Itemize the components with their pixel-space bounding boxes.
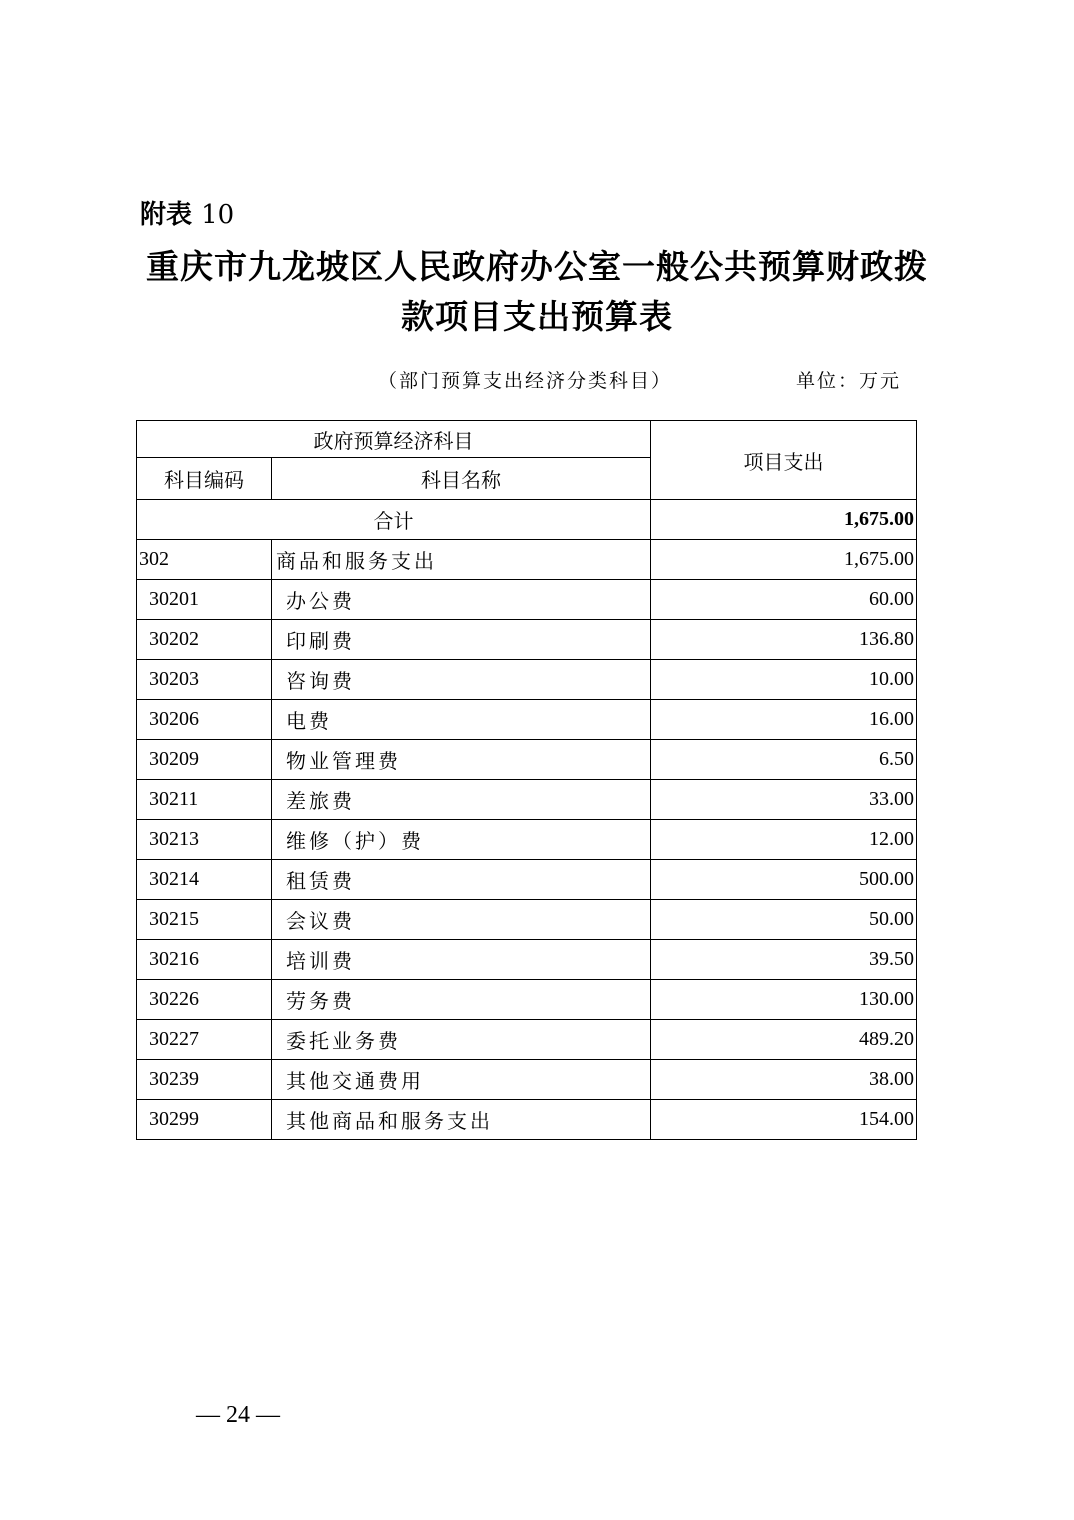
table-row bbox=[137, 740, 917, 780]
row-name: 印刷费 bbox=[272, 620, 651, 660]
annex-label bbox=[140, 194, 234, 231]
total-row bbox=[137, 500, 917, 540]
row-amount: 130.00 bbox=[651, 980, 917, 1020]
row-name: 委托业务费 bbox=[272, 1020, 651, 1060]
row-code: 30227 bbox=[137, 1020, 272, 1060]
subtitle: （部门预算支出经济分类科目） bbox=[378, 370, 673, 392]
row-amount: 10.00 bbox=[651, 660, 917, 700]
row-code: 30211 bbox=[137, 780, 272, 820]
row-amount: 6.50 bbox=[651, 740, 917, 780]
group-header: 政府预算经济科目 bbox=[137, 421, 651, 458]
page-number: — 24 — bbox=[196, 1402, 280, 1428]
table-row bbox=[137, 780, 917, 820]
table-row bbox=[137, 980, 917, 1020]
table-row bbox=[137, 1020, 917, 1060]
category-row bbox=[137, 540, 917, 580]
annex-number: 10 bbox=[201, 200, 235, 230]
page-title-line-2: 款项目支出预算表 bbox=[401, 297, 673, 336]
table-row bbox=[137, 860, 917, 900]
row-name: 咨询费 bbox=[272, 660, 651, 700]
row-name: 差旅费 bbox=[272, 780, 651, 820]
row-amount: 12.00 bbox=[651, 820, 917, 860]
row-amount: 50.00 bbox=[651, 900, 917, 940]
table-row bbox=[137, 580, 917, 620]
row-code: 30226 bbox=[137, 980, 272, 1020]
table-row bbox=[137, 940, 917, 980]
row-code: 30239 bbox=[137, 1060, 272, 1100]
row-name: 办公费 bbox=[272, 580, 651, 620]
table-row bbox=[137, 900, 917, 940]
table-row bbox=[137, 620, 917, 660]
row-code: 30203 bbox=[137, 660, 272, 700]
row-name: 维修（护）费 bbox=[272, 820, 651, 860]
name-column-header: 科目名称 bbox=[272, 458, 651, 500]
annex-label-text: 附表 bbox=[140, 200, 193, 230]
row-amount: 154.00 bbox=[651, 1100, 917, 1140]
row-code: 30213 bbox=[137, 820, 272, 860]
page-title-line-1: 重庆市九龙坡区人民政府办公室一般公共预算财政拨 bbox=[146, 247, 928, 286]
row-code: 30216 bbox=[137, 940, 272, 980]
code-column-header: 科目编码 bbox=[137, 458, 272, 500]
table-row bbox=[137, 1100, 917, 1140]
row-name: 其他交通费用 bbox=[272, 1060, 651, 1100]
row-amount: 16.00 bbox=[651, 700, 917, 740]
table-row bbox=[137, 700, 917, 740]
row-name: 租赁费 bbox=[272, 860, 651, 900]
row-amount: 489.20 bbox=[651, 1020, 917, 1060]
header-row-top bbox=[137, 421, 917, 458]
row-code: 30209 bbox=[137, 740, 272, 780]
row-amount: 136.80 bbox=[651, 620, 917, 660]
row-code: 30215 bbox=[137, 900, 272, 940]
row-name: 会议费 bbox=[272, 900, 651, 940]
category-amount: 1,675.00 bbox=[651, 540, 917, 580]
row-code: 30201 bbox=[137, 580, 272, 620]
row-amount: 39.50 bbox=[651, 940, 917, 980]
row-amount: 38.00 bbox=[651, 1060, 917, 1100]
amount-column-header: 项目支出 bbox=[651, 421, 917, 500]
table-row bbox=[137, 660, 917, 700]
category-code: 302 bbox=[137, 540, 272, 580]
unit-label: 单位：万元 bbox=[796, 370, 902, 392]
row-name: 物业管理费 bbox=[272, 740, 651, 780]
row-name: 其他商品和服务支出 bbox=[272, 1100, 651, 1140]
total-label: 合计 bbox=[137, 500, 651, 540]
row-code: 30202 bbox=[137, 620, 272, 660]
row-name: 电费 bbox=[272, 700, 651, 740]
row-amount: 33.00 bbox=[651, 780, 917, 820]
row-code: 30206 bbox=[137, 700, 272, 740]
budget-table bbox=[136, 420, 917, 1140]
row-name: 劳务费 bbox=[272, 980, 651, 1020]
row-amount: 60.00 bbox=[651, 580, 917, 620]
row-amount: 500.00 bbox=[651, 860, 917, 900]
row-code: 30299 bbox=[137, 1100, 272, 1140]
category-name: 商品和服务支出 bbox=[272, 540, 651, 580]
row-name: 培训费 bbox=[272, 940, 651, 980]
table-row bbox=[137, 1060, 917, 1100]
total-amount: 1,675.00 bbox=[651, 500, 917, 540]
row-code: 30214 bbox=[137, 860, 272, 900]
table-row bbox=[137, 820, 917, 860]
